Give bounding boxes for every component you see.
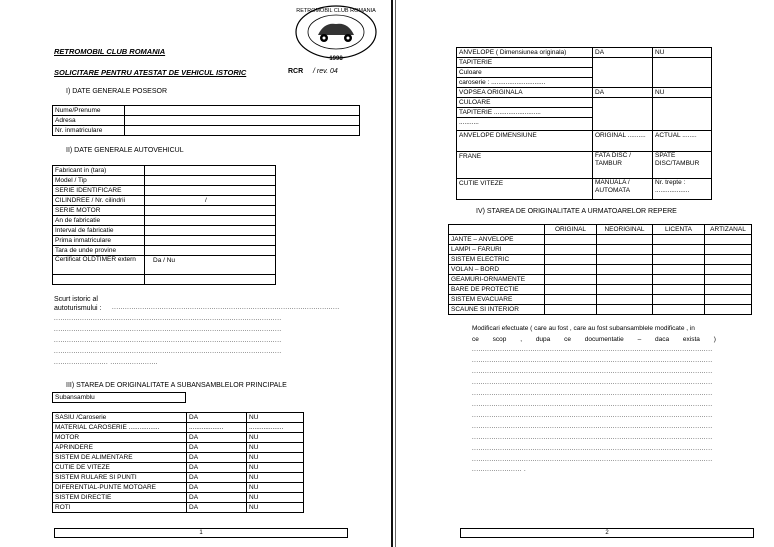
history-label-2: autoturismului : — [54, 305, 102, 312]
form-code: RCR — [288, 68, 304, 75]
table-row: SASIU /Caroserie DA NU — [53, 413, 304, 423]
section-1-title: I) DATE GENERALE POSESOR — [66, 88, 168, 95]
club-seal-logo — [290, 2, 382, 64]
page-2 — [402, 0, 774, 547]
request-title: SOLICITARE PENTRU ATESTAT DE VEHICUL ISTORIC — [54, 68, 247, 77]
history-dots-line[interactable]: ......................................................................................................... — [54, 349, 282, 355]
form-revision: / rev. 04 — [313, 68, 338, 75]
svg-text:1998: 1998 — [329, 56, 343, 62]
page-number-footer: 2 — [460, 528, 754, 538]
interval-field[interactable] — [145, 226, 276, 236]
modifications-dots-line[interactable]: ............................................................................................................... — [472, 457, 713, 463]
modifications-dots-line[interactable]: ............................................................................................................... — [472, 358, 713, 364]
section-3-title: III) STAREA DE ORIGINALITATE A SUBANSAMBLELOR PRINCIPALE — [66, 382, 287, 389]
table-row: JANTE – ANVELOPE — [449, 235, 752, 245]
oldtimer-cert-field[interactable]: Da / Nu — [145, 256, 276, 275]
history-dots-line[interactable]: ......................... ...................... — [54, 360, 159, 366]
table-row: VOLAN – BORD — [449, 265, 752, 275]
modifications-dots-line[interactable]: ............................................................................................................... — [472, 413, 713, 419]
svg-text:RETROMOBIL CLUB ROMANIA: RETROMOBIL CLUB ROMANIA — [296, 8, 376, 14]
engine-serial-field[interactable] — [145, 206, 276, 216]
originality-table: ORIGINAL NEORIGINAL LICENTA ARTIZANAL JANTE – ANVELOPE LAMPI – FARURI SISTEM ELECTRIC VOLAN – BORD GEAMURI-ORNAMENTE BARE DE PROTECTIE SISTEM EVACUARE SCAUNE SI INTERIOR — [448, 224, 752, 315]
subassembly-table — [52, 412, 304, 513]
model-field[interactable] — [145, 176, 276, 186]
subassembly-header-table: Subansamblu — [52, 392, 186, 403]
owner-address-field[interactable] — [125, 116, 360, 126]
table-row: MOTOR DA NU — [53, 433, 304, 443]
table-row: SISTEM DE ALIMENTARE DA NU — [53, 453, 304, 463]
table-row: Nr. inmatriculare — [53, 126, 360, 136]
modifications-label-2: ce scop , dupa ce documentatie – daca exista ) — [472, 336, 716, 343]
history-dots-line[interactable]: ......................................................................................................... — [54, 316, 282, 322]
page-number-footer: 1 — [54, 528, 348, 538]
table-row: SISTEM EVACUARE — [449, 295, 752, 305]
modifications-dots-line[interactable]: ............................................................................................................... — [472, 424, 713, 430]
modifications-dots-line[interactable]: ............................................................................................................... — [472, 369, 713, 375]
registration-field[interactable] — [125, 126, 360, 136]
club-name: RETROMOBIL CLUB ROMANIA — [54, 47, 166, 56]
table-row: BARE DE PROTECTIE — [449, 285, 752, 295]
table-row: SISTEM RULARE SI PUNTI DA NU — [53, 473, 304, 483]
vin-field[interactable] — [145, 186, 276, 196]
table-row: ROTI DA NU — [53, 503, 304, 513]
modifications-dots-line[interactable]: ............................................................................................................... — [472, 347, 713, 353]
table-row: Nume/Prenume — [53, 106, 360, 116]
modifications-dots-line[interactable]: ............................................................................................................... — [472, 380, 713, 386]
table-row: SCAUNE SI INTERIOR — [449, 305, 752, 315]
modifications-label-1: Modificari efectuate ( care au fost , care au fost subansamblele modificate , in — [472, 325, 695, 332]
table-row: GEAMURI-ORNAMENTE — [449, 275, 752, 285]
table-row: SISTEM ELECTRIC — [449, 255, 752, 265]
table-row: MATERIAL CAROSERIE ................. ................... ................... — [53, 423, 304, 433]
manufacturer-field[interactable] — [145, 166, 276, 176]
history-dots-line[interactable]: ......................................................................................................... — [112, 305, 340, 311]
table-row: Adresa — [53, 116, 360, 126]
vehicle-table: Fabricant in (tara) Model / Tip SERIE IDENTIFICARE CILINDREE / Nr. cilindrii / SERIE MOTOR An de fabricatie Interval de fabricatie Prima inmatriculare Tara de unde provine Certificat OLDTIMER extern Da / Nu — [52, 165, 276, 285]
history-label-1: Scurt istoric al — [54, 296, 98, 303]
year-field[interactable] — [145, 216, 276, 226]
details-table: ANVELOPE ( Dimensiunea originala) DA NU TAPITERIE Culoare caroserie : .............................. VOPSEA ORIGINALA DA NU CULOARE TAPITERIE .......................... ........... ANVELOPE DIMENSIUNE ORIGINAL .......... ACTUAL ........ FRANE FATA DISC / TAMBUR SPATE DISC/TAMBUR CUTIE VITEZE MANUALA / AUTOMATA Nr. trepte : ................... — [456, 47, 712, 200]
modifications-dots-line[interactable]: ....................... . — [472, 467, 527, 473]
table-row: CUTIE DE VITEZE DA NU — [53, 463, 304, 473]
owner-name-field[interactable] — [125, 106, 360, 116]
modifications-dots-line[interactable]: ............................................................................................................... — [472, 402, 713, 408]
origin-country-field[interactable] — [145, 246, 276, 256]
history-dots-line[interactable]: ......................................................................................................... — [54, 338, 282, 344]
owner-table — [52, 105, 360, 136]
section-4-title: IV) STAREA DE ORIGINALITATE A URMATOARELOR REPERE — [476, 208, 677, 215]
displacement-field[interactable]: / — [145, 196, 276, 206]
page-divider — [388, 0, 402, 547]
table-row: LAMPI – FARURI — [449, 245, 752, 255]
table-row: SISTEM DIRECTIE DA NU — [53, 493, 304, 503]
section-2-title: II) DATE GENERALE AUTOVEHICUL — [66, 147, 184, 154]
table-row: APRINDERE DA NU — [53, 443, 304, 453]
history-dots-line[interactable]: ......................................................................................................... — [54, 327, 282, 333]
modifications-dots-line[interactable]: ............................................................................................................... — [472, 435, 713, 441]
modifications-dots-line[interactable]: ............................................................................................................... — [472, 446, 713, 452]
modifications-dots-line[interactable]: ............................................................................................................... — [472, 391, 713, 397]
first-registration-field[interactable] — [145, 236, 276, 246]
table-row: DIFERENTIAL-PUNTE MOTOARE DA NU — [53, 483, 304, 493]
